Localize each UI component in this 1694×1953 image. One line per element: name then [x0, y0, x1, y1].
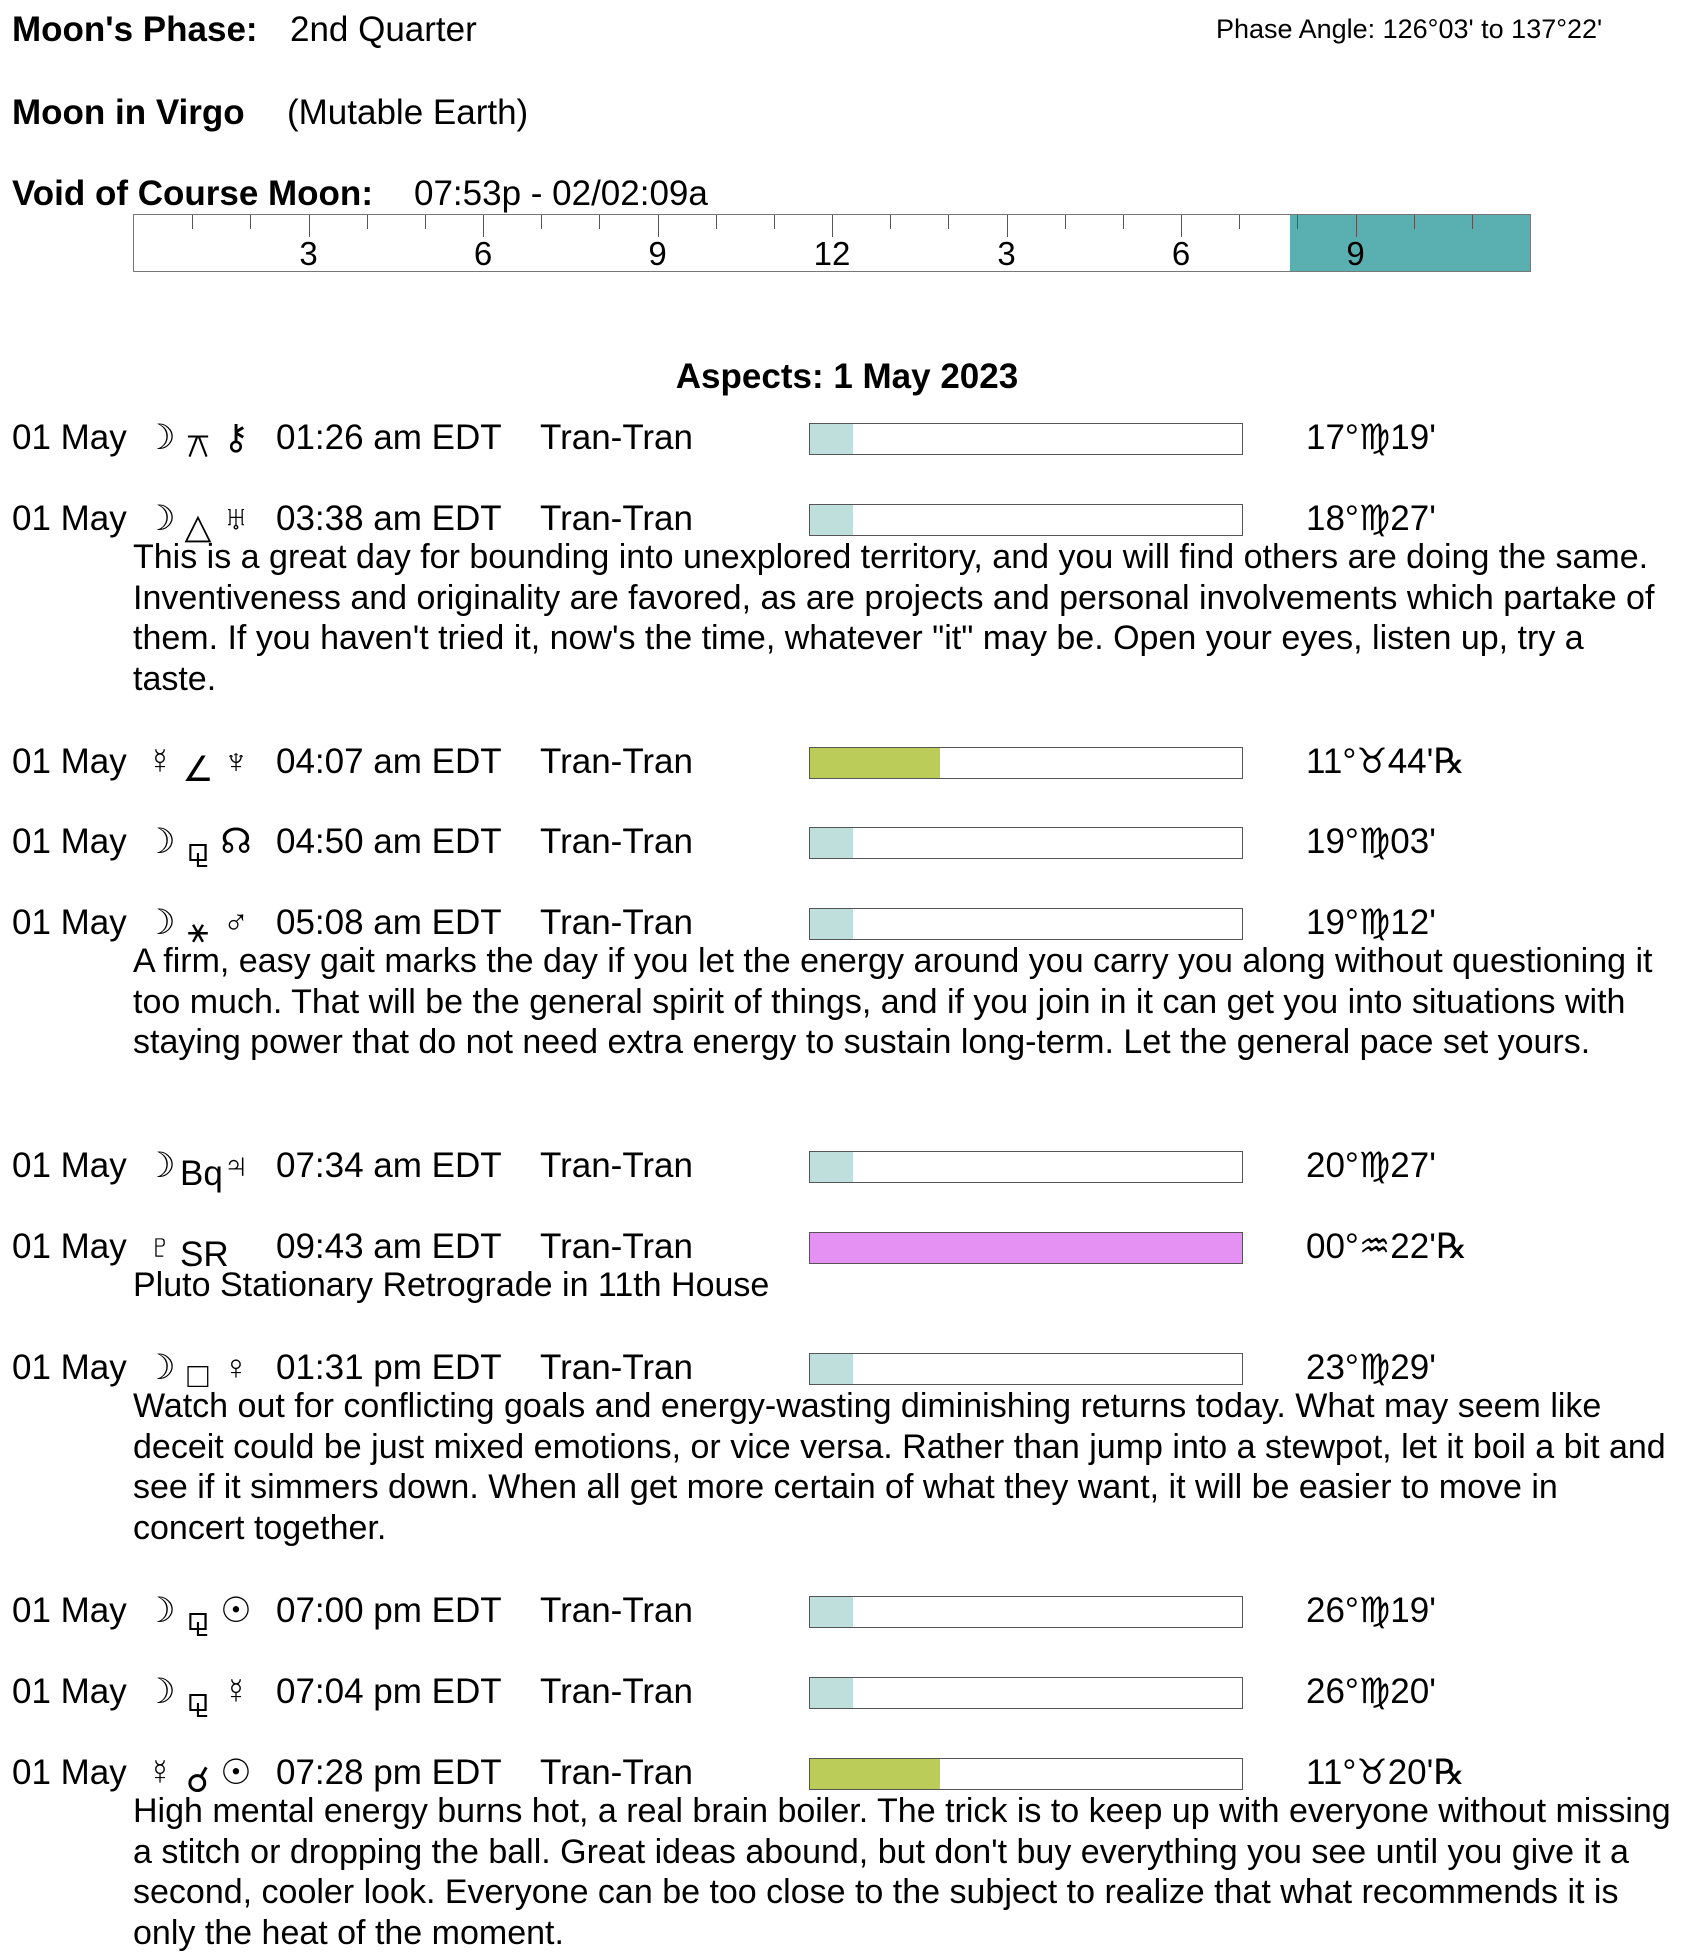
aspect-strength-fill [810, 1759, 940, 1789]
aspect-position: 18°♍27' [1306, 499, 1436, 538]
aspect-type-symbol: SR [180, 1235, 229, 1274]
aspect-type-symbol: □ [187, 1356, 209, 1395]
aspect-type-symbol: Bq [180, 1154, 223, 1193]
aspect-kind: Tran-Tran [540, 1591, 693, 1630]
aspect-strength-bar [809, 827, 1243, 859]
aspect-planet-1: ♇ [146, 1227, 174, 1266]
aspect-planet-1: ☽ [144, 903, 176, 942]
aspect-date: 01 May [12, 742, 127, 781]
aspect-position: 11°♉20'℞ [1306, 1753, 1465, 1792]
aspect-strength-bar [809, 747, 1243, 779]
aspect-type-symbol: △ [184, 507, 212, 546]
aspect-type-symbol: ∠ [182, 750, 214, 789]
aspect-strength-fill [810, 1354, 853, 1384]
timeline-tick [832, 215, 833, 237]
aspect-strength-fill [810, 505, 853, 535]
aspect-strength-fill [810, 1152, 853, 1182]
aspect-planet-1: ☽ [144, 499, 176, 538]
aspect-time: 01:26 am EDT [276, 418, 502, 457]
aspect-date: 01 May [12, 903, 127, 942]
aspect-date: 01 May [12, 418, 127, 457]
aspect-type-symbol: ☌ [186, 1761, 210, 1800]
timeline-tick [1239, 215, 1240, 229]
aspect-time: 07:04 pm EDT [276, 1672, 502, 1711]
aspect-position: 19°♍03' [1306, 822, 1436, 861]
timeline-hour-label: 3 [299, 235, 318, 272]
aspect-date: 01 May [12, 1591, 127, 1630]
aspect-date: 01 May [12, 1672, 127, 1711]
aspect-type-symbol: ⚹ [187, 911, 209, 950]
aspect-planet-2: ⚷ [223, 418, 249, 457]
timeline-tick [192, 215, 193, 229]
void-of-course-timeline [133, 214, 1531, 272]
timeline-hour-label: 3 [997, 235, 1016, 272]
aspect-strength-bar [809, 1353, 1243, 1385]
aspect-position: 23°♍29' [1306, 1348, 1436, 1387]
timeline-hour-label: 12 [813, 235, 851, 272]
aspect-time: 05:08 am EDT [276, 903, 502, 942]
phase-angle: Phase Angle: 126°03' to 137°22' [1216, 14, 1603, 44]
aspect-time: 07:34 am EDT [276, 1146, 502, 1185]
aspect-strength-fill [810, 909, 853, 939]
timeline-hour-label: 6 [1171, 235, 1191, 272]
timeline-hour-label: 9 [1346, 235, 1365, 272]
aspect-type-symbol: ⚻ [186, 426, 210, 465]
timeline-tick [250, 215, 251, 229]
aspect-time: 04:07 am EDT [276, 742, 502, 781]
aspect-kind: Tran-Tran [540, 1753, 693, 1792]
timeline-tick [890, 215, 891, 229]
aspect-planet-2: ♆ [222, 742, 250, 781]
timeline-tick [948, 215, 949, 229]
aspect-planet-2: ☊ [220, 822, 252, 861]
aspect-planet-2: ☿ [222, 1672, 250, 1711]
aspect-date: 01 May [12, 1348, 127, 1387]
aspect-planet-2: ♂ [222, 903, 250, 942]
timeline-tick [425, 215, 426, 229]
timeline-tick [774, 215, 775, 229]
aspect-time: 09:43 am EDT [276, 1227, 502, 1266]
aspect-position: 11°♉44'℞ [1306, 742, 1465, 781]
void-of-course-label: Void of Course Moon: [12, 174, 373, 213]
aspect-strength-fill [810, 1597, 853, 1627]
aspect-date: 01 May [12, 1146, 127, 1185]
aspect-position: 20°♍27' [1306, 1146, 1436, 1185]
timeline-tick [1414, 215, 1415, 229]
aspect-description: This is a great day for bounding into unexplored territory, and you will find others are doing the same. Inventiveness and originality are favored, as are projects and personal involvements which partake of them. If you haven't tried it, now's the time, whatever "it" may be. Open your eyes, listen up, try a taste. [133, 538, 1655, 698]
aspect-strength-bar [809, 1677, 1243, 1709]
aspect-kind: Tran-Tran [540, 1672, 693, 1711]
void-period-fill [1290, 215, 1530, 271]
aspect-position: 17°♍19' [1306, 418, 1436, 457]
aspect-description: Watch out for conflicting goals and energy-wasting diminishing returns today. What may seem like deceit could be just mixed emotions, or vice versa. Rather than jump into a stewpot, let it boil a bit and see if it simmers down. When all get more certain of what they want, it will be easier to move in concert together. [133, 1387, 1666, 1547]
aspect-position: 26°♍20' [1306, 1672, 1436, 1711]
aspect-strength-fill [810, 1233, 1242, 1263]
timeline-tick [1181, 215, 1182, 237]
aspect-kind: Tran-Tran [540, 1146, 693, 1185]
timeline-tick [658, 215, 659, 237]
aspect-description: Pluto Stationary Retrograde in 11th House [133, 1266, 770, 1304]
timeline-tick [483, 215, 484, 237]
aspect-strength-bar [809, 1151, 1243, 1183]
aspect-planet-1: ☽ [144, 1348, 176, 1387]
timeline-tick [1356, 215, 1357, 237]
timeline-tick [599, 215, 600, 229]
aspect-date: 01 May [12, 1227, 127, 1266]
aspect-planet-2 [218, 1227, 254, 1267]
aspect-strength-bar [809, 1758, 1243, 1790]
aspect-time: 07:28 pm EDT [276, 1753, 502, 1792]
timeline-tick [1123, 215, 1124, 229]
aspect-strength-bar [809, 1596, 1243, 1628]
aspect-planet-1: ☿ [146, 1753, 174, 1792]
aspect-planet-2: ♀ [222, 1348, 250, 1387]
aspect-strength-bar [809, 908, 1243, 940]
timeline-tick [1007, 215, 1008, 237]
timeline-tick [1472, 215, 1473, 229]
aspect-time: 03:38 am EDT [276, 499, 502, 538]
timeline-tick [367, 215, 368, 229]
aspect-strength-fill [810, 1678, 853, 1708]
aspect-kind: Tran-Tran [540, 903, 693, 942]
aspect-planet-1: ☽ [144, 1591, 176, 1630]
aspect-strength-fill [810, 828, 853, 858]
aspect-planet-1: ☽ [144, 418, 176, 457]
aspect-kind: Tran-Tran [540, 499, 693, 538]
aspect-time: 01:31 pm EDT [276, 1348, 502, 1387]
aspect-strength-bar [809, 1232, 1243, 1264]
aspect-strength-fill [810, 748, 940, 778]
moon-sign-label: Moon in Virgo [12, 93, 245, 132]
moon-sign-element: (Mutable Earth) [287, 93, 529, 132]
aspect-type-symbol: ⚼ [185, 830, 211, 869]
void-of-course-value: 07:53p - 02/02:09a [414, 174, 708, 213]
aspect-strength-fill [810, 424, 853, 454]
aspect-planet-2: ☉ [220, 1753, 252, 1792]
aspects-title: Aspects: 1 May 2023 [675, 357, 1019, 396]
aspect-kind: Tran-Tran [540, 742, 693, 781]
aspect-strength-bar [809, 504, 1243, 536]
aspect-planet-2: ☉ [220, 1591, 252, 1630]
aspect-date: 01 May [12, 1753, 127, 1792]
aspect-planet-2: ♅ [222, 499, 250, 538]
aspect-planet-1: ☽ [144, 822, 176, 861]
timeline-tick [309, 215, 310, 237]
aspect-kind: Tran-Tran [540, 1227, 693, 1266]
aspect-position: 00°♒22'℞ [1306, 1227, 1468, 1266]
aspect-planet-1: ☽ [144, 1146, 176, 1185]
aspect-position: 26°♍19' [1306, 1591, 1436, 1630]
aspect-planet-2: ♃ [222, 1146, 250, 1185]
aspect-kind: Tran-Tran [540, 1348, 693, 1387]
aspect-description: High mental energy burns hot, a real brain boiler. The trick is to keep up with everyone without missing a stitch or dropping the ball. Great ideas abound, but don't buy everything you see until you give it a second, cooler look. Everyone can be too close to the subject to realize that what recommends it is only the heat of the moment. [133, 1792, 1671, 1952]
timeline-hour-label: 9 [648, 235, 667, 272]
aspect-planet-1: ☿ [146, 742, 174, 781]
aspect-date: 01 May [12, 822, 127, 861]
timeline-hour-label: 6 [473, 235, 493, 272]
aspect-planet-1: ☽ [144, 1672, 176, 1711]
aspect-type-symbol: ⚼ [185, 1680, 211, 1719]
aspect-date: 01 May [12, 499, 127, 538]
timeline-tick [541, 215, 542, 229]
timeline-tick [1297, 215, 1298, 229]
aspect-strength-bar [809, 423, 1243, 455]
aspect-position: 19°♍12' [1306, 903, 1436, 942]
phase-value: 2nd Quarter [290, 10, 477, 49]
aspect-kind: Tran-Tran [540, 822, 693, 861]
aspect-time: 04:50 am EDT [276, 822, 502, 861]
timeline-tick [1065, 215, 1066, 229]
phase-label: Moon's Phase: [12, 10, 258, 49]
aspect-type-symbol: ⚼ [185, 1599, 211, 1638]
aspect-kind: Tran-Tran [540, 418, 693, 457]
timeline-tick [716, 215, 717, 229]
aspect-time: 07:00 pm EDT [276, 1591, 502, 1630]
aspect-description: A firm, easy gait marks the day if you let the energy around you carry you along without questioning it too much. That will be the general spirit of things, and if you join in it can get you into situations with staying power that do not need extra energy to sustain long-term. Let the general pace set yours. [133, 942, 1653, 1061]
